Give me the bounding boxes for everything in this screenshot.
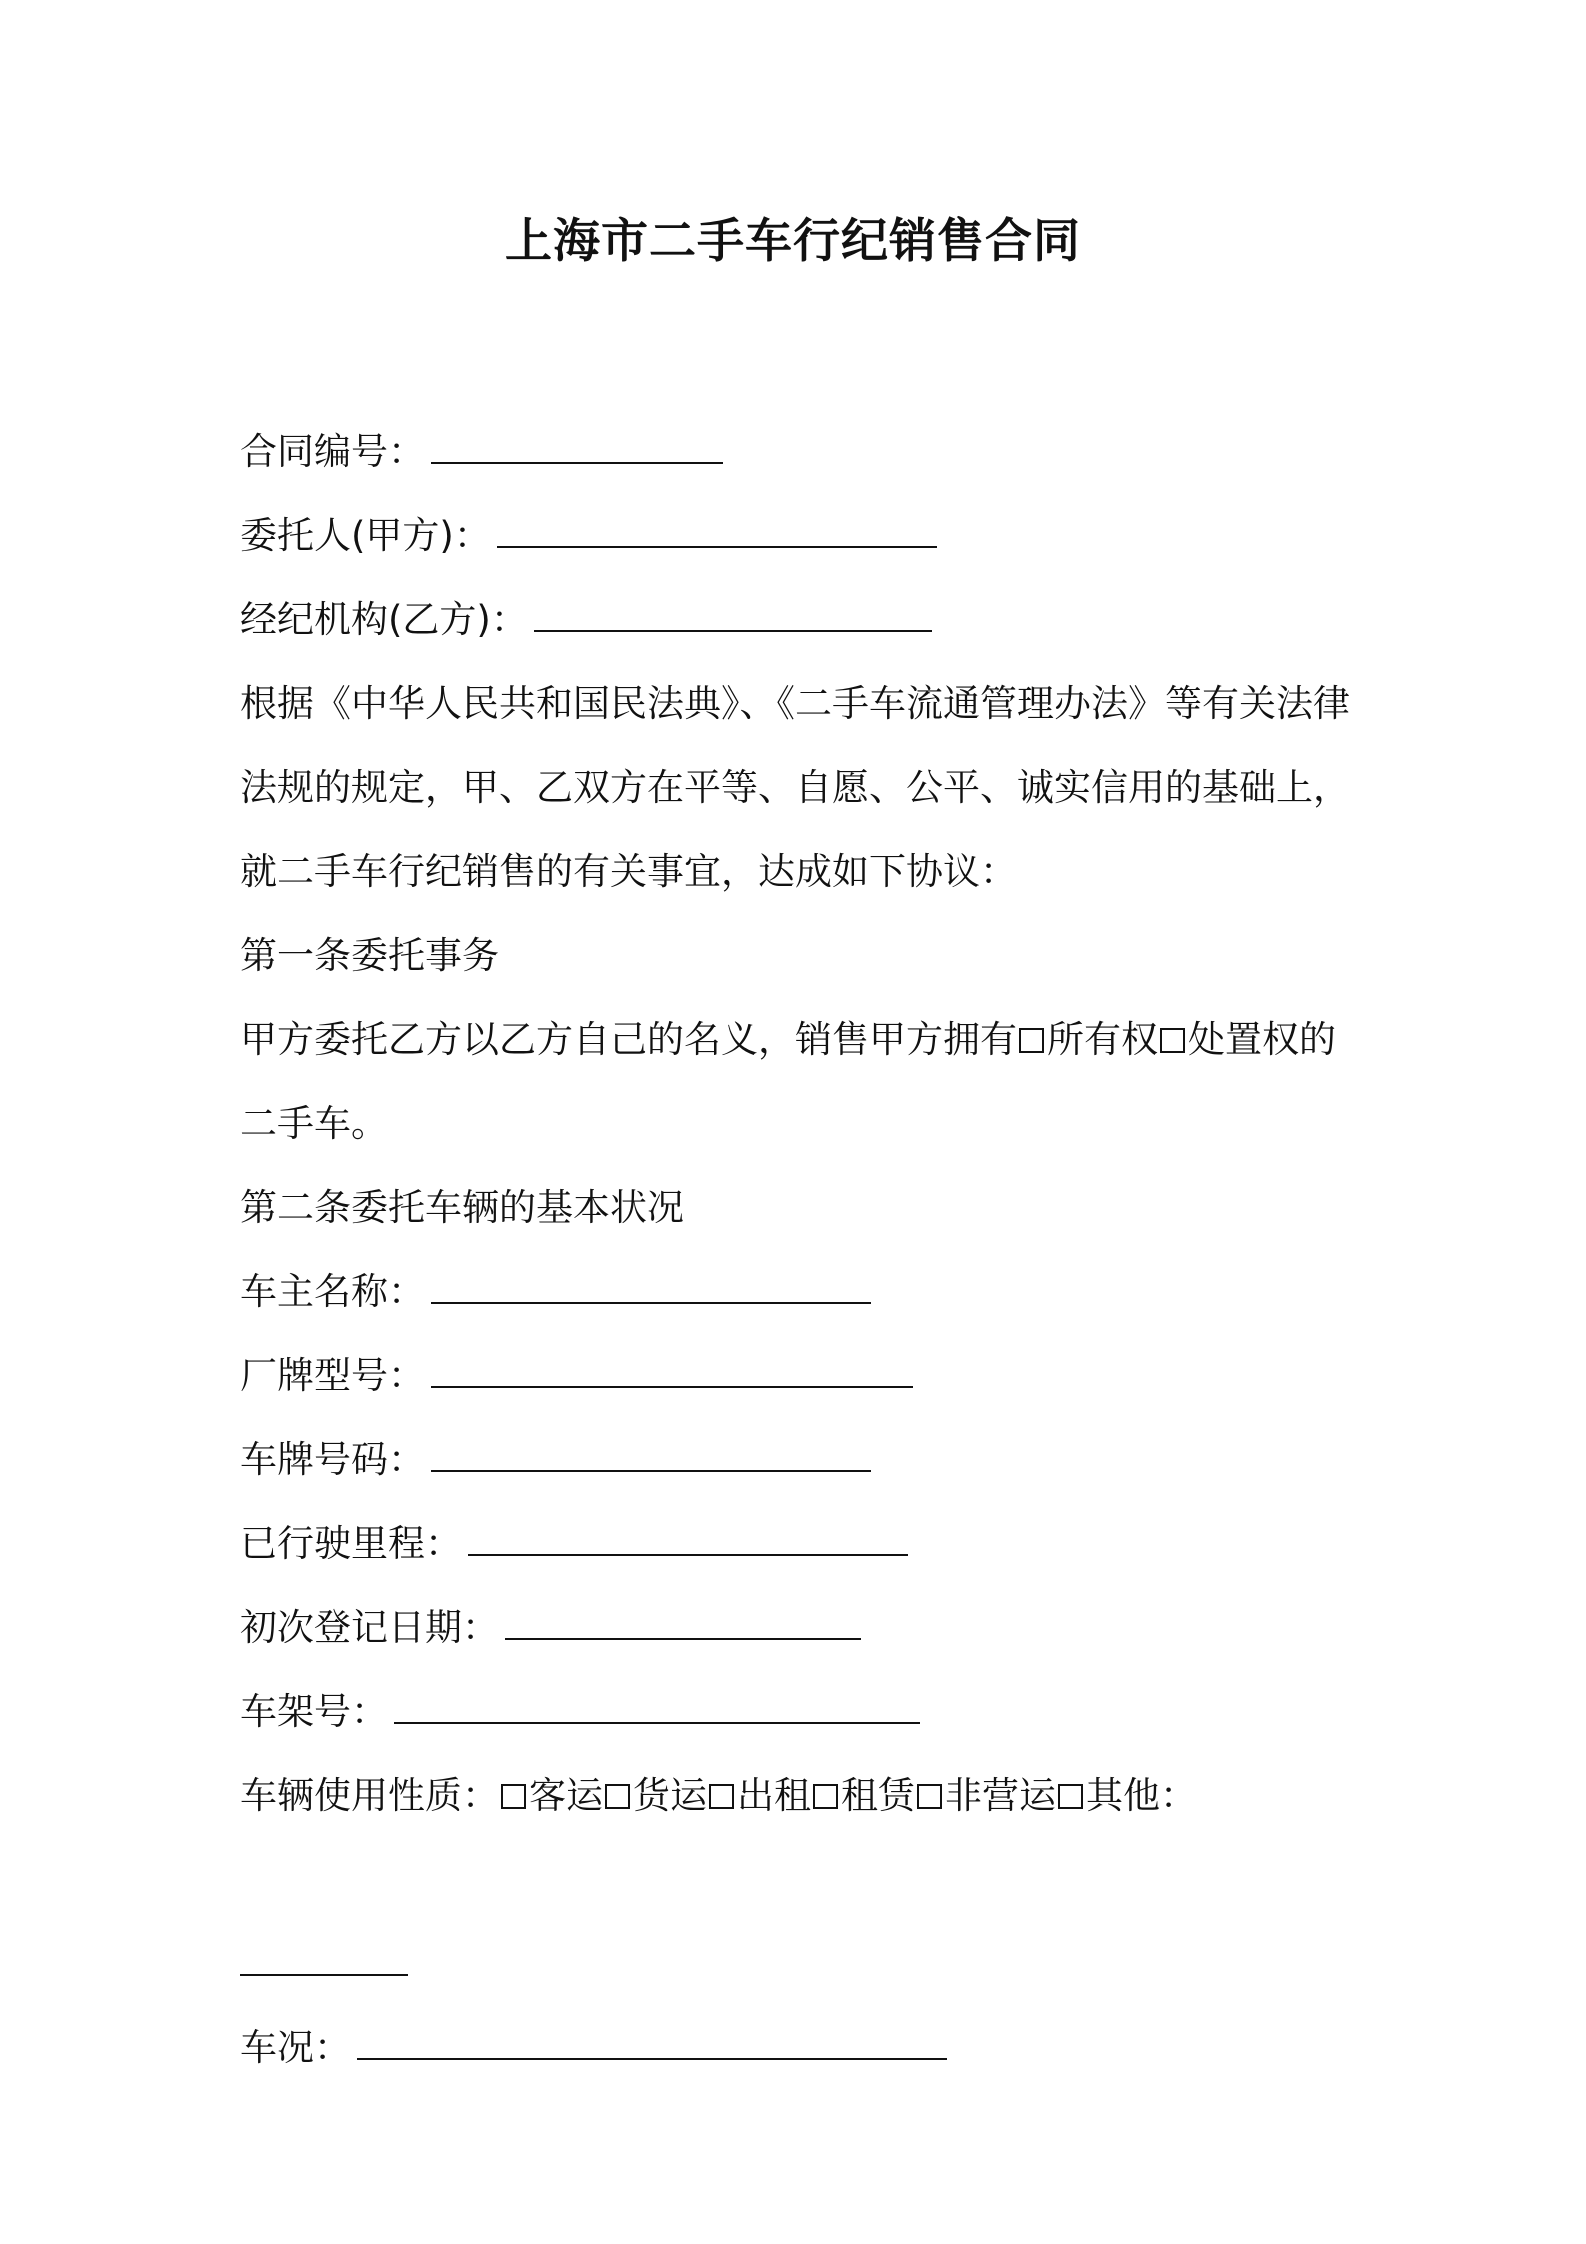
owner-line (240, 1250, 1370, 1334)
owner-blank[interactable] (431, 1263, 871, 1304)
article-1-text-line (240, 998, 1370, 1082)
freight-checkbox[interactable] (605, 1784, 630, 1809)
other-usage-line (240, 1922, 1370, 2006)
principal-label: 委托人(甲方)： (240, 514, 491, 557)
disposal-right-option-label: 处置权的 (1188, 1018, 1336, 1061)
usage-option-taxi: 出租 (737, 1774, 811, 1817)
mileage-line (240, 1502, 1370, 1586)
spacer (240, 1838, 1370, 1922)
agency-blank[interactable] (534, 591, 932, 632)
first-registration-blank[interactable] (505, 1599, 861, 1640)
taxi-checkbox[interactable] (709, 1784, 734, 1809)
condition-line (240, 2006, 1370, 2090)
preamble-line-2: 法规的规定，甲、乙双方在平等、自愿、公平、诚实信用的基础上， (240, 766, 1350, 809)
model-blank[interactable] (431, 1347, 913, 1388)
mileage-label: 已行驶里程： (240, 1522, 462, 1565)
usage-line (240, 1754, 1370, 1838)
condition-blank[interactable] (357, 2019, 947, 2060)
condition-label: 车况： (240, 2026, 351, 2069)
plate-label: 车牌号码： (240, 1438, 425, 1481)
preamble-line-1: 根据《中华人民共和国民法典》、《二手车流通管理办法》等有关法律 (240, 682, 1350, 725)
agency-label: 经纪机构(乙方)： (240, 598, 528, 641)
non-commercial-checkbox[interactable] (917, 1784, 942, 1809)
preamble-line-3: 就二手车行纪销售的有关事宜，达成如下协议： (240, 850, 1017, 893)
contract-no-blank[interactable] (431, 423, 723, 464)
vin-line (240, 1670, 1370, 1754)
other-usage-blank[interactable] (240, 1935, 408, 1976)
first-registration-label: 初次登记日期： (240, 1606, 499, 1649)
vin-blank[interactable] (394, 1683, 920, 1724)
usage-option-non-commercial: 非营运 (945, 1774, 1056, 1817)
model-line (240, 1334, 1370, 1418)
article-2-heading: 第二条委托车辆的基本状况 (240, 1186, 684, 1229)
plate-blank[interactable] (431, 1431, 871, 1472)
usage-option-other: 其他： (1086, 1774, 1197, 1817)
agency-line (240, 578, 1370, 662)
passenger-checkbox[interactable] (501, 1784, 526, 1809)
article-1-text: 甲方委托乙方以乙方自己的名义，销售甲方拥有 (240, 1018, 1017, 1061)
vin-label: 车架号： (240, 1690, 388, 1733)
article-1-text-end: 二手车。 (240, 1102, 388, 1145)
principal-line (240, 494, 1370, 578)
other-checkbox[interactable] (1058, 1784, 1083, 1809)
article-1-heading: 第一条委托事务 (240, 934, 499, 977)
mileage-blank[interactable] (468, 1515, 908, 1556)
ownership-checkbox[interactable] (1019, 1028, 1044, 1053)
usage-option-passenger: 客运 (529, 1774, 603, 1817)
first-registration-line (240, 1586, 1370, 1670)
principal-blank[interactable] (497, 507, 937, 548)
usage-label: 车辆使用性质： (240, 1774, 499, 1817)
usage-option-freight: 货运 (633, 1774, 707, 1817)
document-title: 上海市二手车行纪销售合同 (505, 214, 1081, 269)
plate-line (240, 1418, 1370, 1502)
model-label: 厂牌型号： (240, 1354, 425, 1397)
contract-body (240, 410, 1370, 2090)
disposal-right-checkbox[interactable] (1160, 1028, 1185, 1053)
contract-no-line (240, 410, 1370, 494)
rental-checkbox[interactable] (813, 1784, 838, 1809)
owner-label: 车主名称： (240, 1270, 425, 1313)
usage-option-rental: 租赁 (841, 1774, 915, 1817)
contract-no-label: 合同编号： (240, 430, 425, 473)
ownership-option-label: 所有权 (1047, 1018, 1158, 1061)
